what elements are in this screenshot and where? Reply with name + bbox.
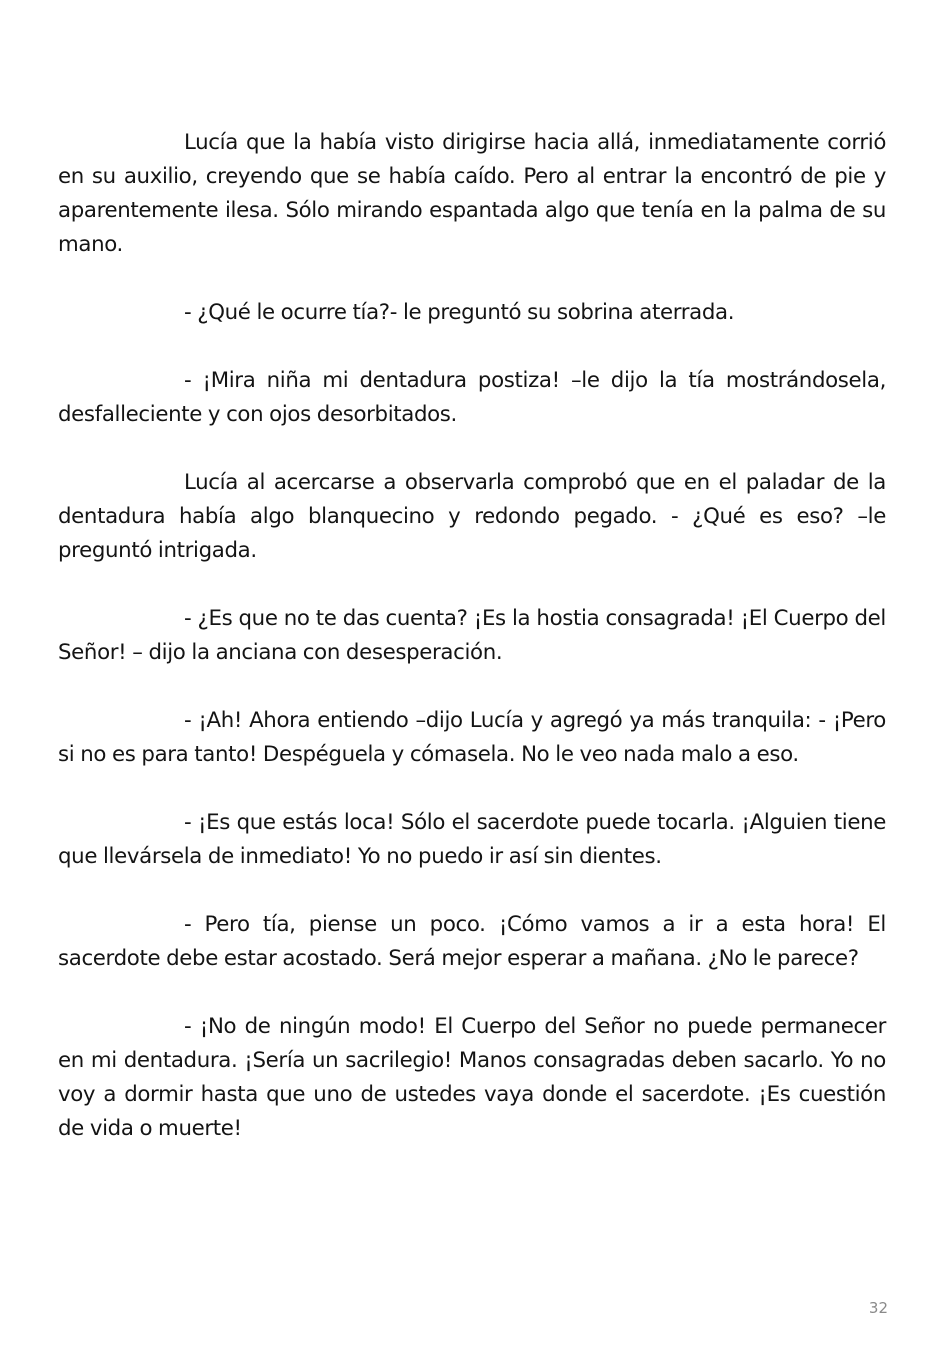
paragraph: - ¿Es que no te das cuenta? ¡Es la hostia consagrada! ¡El Cuerpo del Señor! – dijo la anciana con desesperación. (58, 606, 886, 665)
paragraph: - ¡No de ningún modo! El Cuerpo del Señor no puede permanecer en mi dentadura. ¡Sería un sacrilegio! Manos consagradas deben sacarlo. Yo no voy a dormir hasta que uno de ustedes vaya donde el sacerdote. ¡Es cuestión de vida o muerte! (58, 1014, 886, 1141)
paragraph: - Pero tía, piense un poco. ¡Cómo vamos a ir a esta hora! El sacerdote debe estar acostado. Será mejor esperar a mañana. ¿No le parece? (58, 912, 886, 971)
page-number: 32 (868, 1299, 888, 1317)
paragraph: Lucía al acercarse a observarla comprobó que en el paladar de la dentadura había algo blanquecino y redondo pegado. - ¿Qué es eso? –le preguntó intrigada. (58, 470, 886, 563)
body-text (58, 126, 886, 1146)
paragraph: - ¡Ah! Ahora entiendo –dijo Lucía y agregó ya más tranquila: - ¡Pero si no es para tanto! Despéguela y cómasela. No le veo nada malo a eso. (58, 708, 886, 767)
paragraph: - ¡Es que estás loca! Sólo el sacerdote puede tocarla. ¡Alguien tiene que llevársela de inmediato! Yo no puedo ir así sin dientes. (58, 810, 886, 869)
paragraph: Lucía que la había visto dirigirse hacia allá, inmediatamente corrió en su auxilio, creyendo que se había caído. Pero al entrar la encontró de pie y aparentemente ilesa. Sólo mirando espantada algo que tenía en la palma de su mano. (58, 130, 886, 257)
paragraph: - ¿Qué le ocurre tía?- le preguntó su sobrina aterrada. (184, 300, 735, 325)
paragraph: - ¡Mira niña mi dentadura postiza! –le dijo la tía mostrándosela, desfalleciente y con ojos desorbitados. (58, 368, 886, 427)
